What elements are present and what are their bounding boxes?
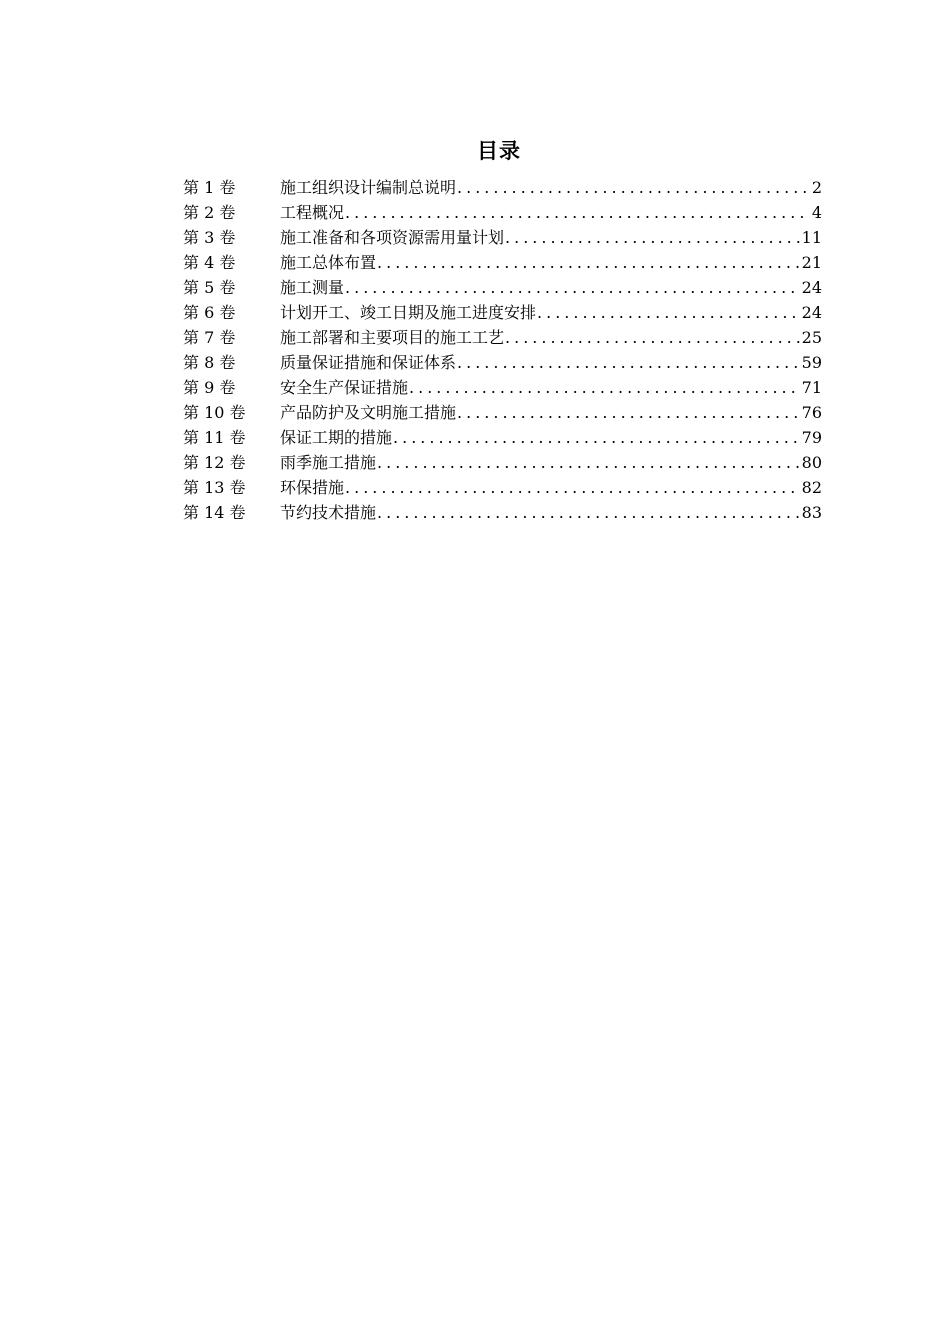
toc-entry-text: 环保措施 [280, 478, 345, 497]
toc-entry-text: 施工部署和主要项目的施工工艺 [280, 328, 505, 347]
toc-entry-text: 工程概况 [280, 203, 345, 222]
toc-entry-text: 施工组织设计编制总说明 [280, 178, 457, 197]
toc-leader-dots [393, 425, 800, 450]
toc-entry-text: 质量保证措施和保证体系 [280, 353, 457, 372]
toc-volume: 第 11 卷 [183, 428, 246, 447]
toc-leader-dots [345, 475, 800, 500]
toc-entry-text: 计划开工、竣工日期及施工进度安排 [280, 303, 537, 322]
toc-volume: 第 1 卷 [183, 178, 236, 197]
toc-volume: 第 10 卷 [183, 403, 246, 422]
toc-entry-text: 施工测量 [280, 278, 345, 297]
toc-page-number: 25 [801, 328, 822, 347]
toc-leader-dots [457, 175, 810, 200]
toc-entry[interactable] [183, 375, 822, 400]
toc-entry-text: 保证工期的措施 [280, 428, 393, 447]
toc-leader-dots [345, 200, 810, 225]
toc-leader-dots [537, 300, 800, 325]
toc-page-number: 79 [801, 428, 822, 447]
toc-volume: 第 12 卷 [183, 453, 246, 472]
toc-volume: 第 6 卷 [183, 303, 236, 322]
toc-leader-dots [457, 350, 800, 375]
toc-title: 目录 [477, 139, 521, 163]
toc-volume: 第 13 卷 [183, 478, 246, 497]
toc-page-number: 80 [801, 453, 822, 472]
toc-entry[interactable] [183, 250, 822, 275]
toc-entry-text: 施工准备和各项资源需用量计划 [280, 228, 505, 247]
toc-volume: 第 7 卷 [183, 328, 236, 347]
toc-leader-dots [345, 275, 800, 300]
toc-leader-dots [409, 375, 800, 400]
toc-leader-dots [377, 250, 800, 275]
toc-list [183, 175, 822, 525]
toc-entry[interactable] [183, 325, 822, 350]
toc-leader-dots [377, 500, 800, 525]
toc-entry-text: 产品防护及文明施工措施 [280, 403, 457, 422]
toc-page-number: 4 [811, 203, 822, 222]
toc-entry[interactable] [183, 450, 822, 475]
toc-volume: 第 2 卷 [183, 203, 236, 222]
toc-entry-text: 施工总体布置 [280, 253, 377, 272]
toc-leader-dots [457, 400, 800, 425]
toc-volume: 第 9 卷 [183, 378, 236, 397]
toc-page-number: 83 [801, 503, 822, 522]
toc-entry[interactable] [183, 225, 822, 250]
toc-volume: 第 14 卷 [183, 503, 246, 522]
toc-page-number: 24 [801, 303, 822, 322]
toc-page-number: 59 [801, 353, 822, 372]
toc-entry-text: 雨季施工措施 [280, 453, 377, 472]
toc-page-number: 24 [801, 278, 822, 297]
toc-leader-dots [377, 450, 800, 475]
toc-entry[interactable] [183, 425, 822, 450]
toc-leader-dots [505, 325, 800, 350]
toc-leader-dots [505, 225, 800, 250]
toc-volume: 第 8 卷 [183, 353, 236, 372]
toc-entry[interactable] [183, 275, 822, 300]
toc-entry-text: 安全生产保证措施 [280, 378, 409, 397]
toc-volume: 第 3 卷 [183, 228, 236, 247]
toc-page-number: 21 [801, 253, 822, 272]
toc-entry[interactable] [183, 200, 822, 225]
toc-entry[interactable] [183, 400, 822, 425]
toc-page-number: 2 [811, 178, 822, 197]
toc-page-number: 76 [801, 403, 822, 422]
toc-volume: 第 5 卷 [183, 278, 236, 297]
toc-entry[interactable] [183, 350, 822, 375]
toc-page-number: 82 [801, 478, 822, 497]
toc-entry[interactable] [183, 500, 822, 525]
toc-page-number: 11 [801, 228, 822, 247]
toc-volume: 第 4 卷 [183, 253, 236, 272]
toc-entry[interactable] [183, 175, 822, 200]
toc-page-number: 71 [801, 378, 822, 397]
toc-entry[interactable] [183, 475, 822, 500]
toc-entry[interactable] [183, 300, 822, 325]
toc-entry-text: 节约技术措施 [280, 503, 377, 522]
